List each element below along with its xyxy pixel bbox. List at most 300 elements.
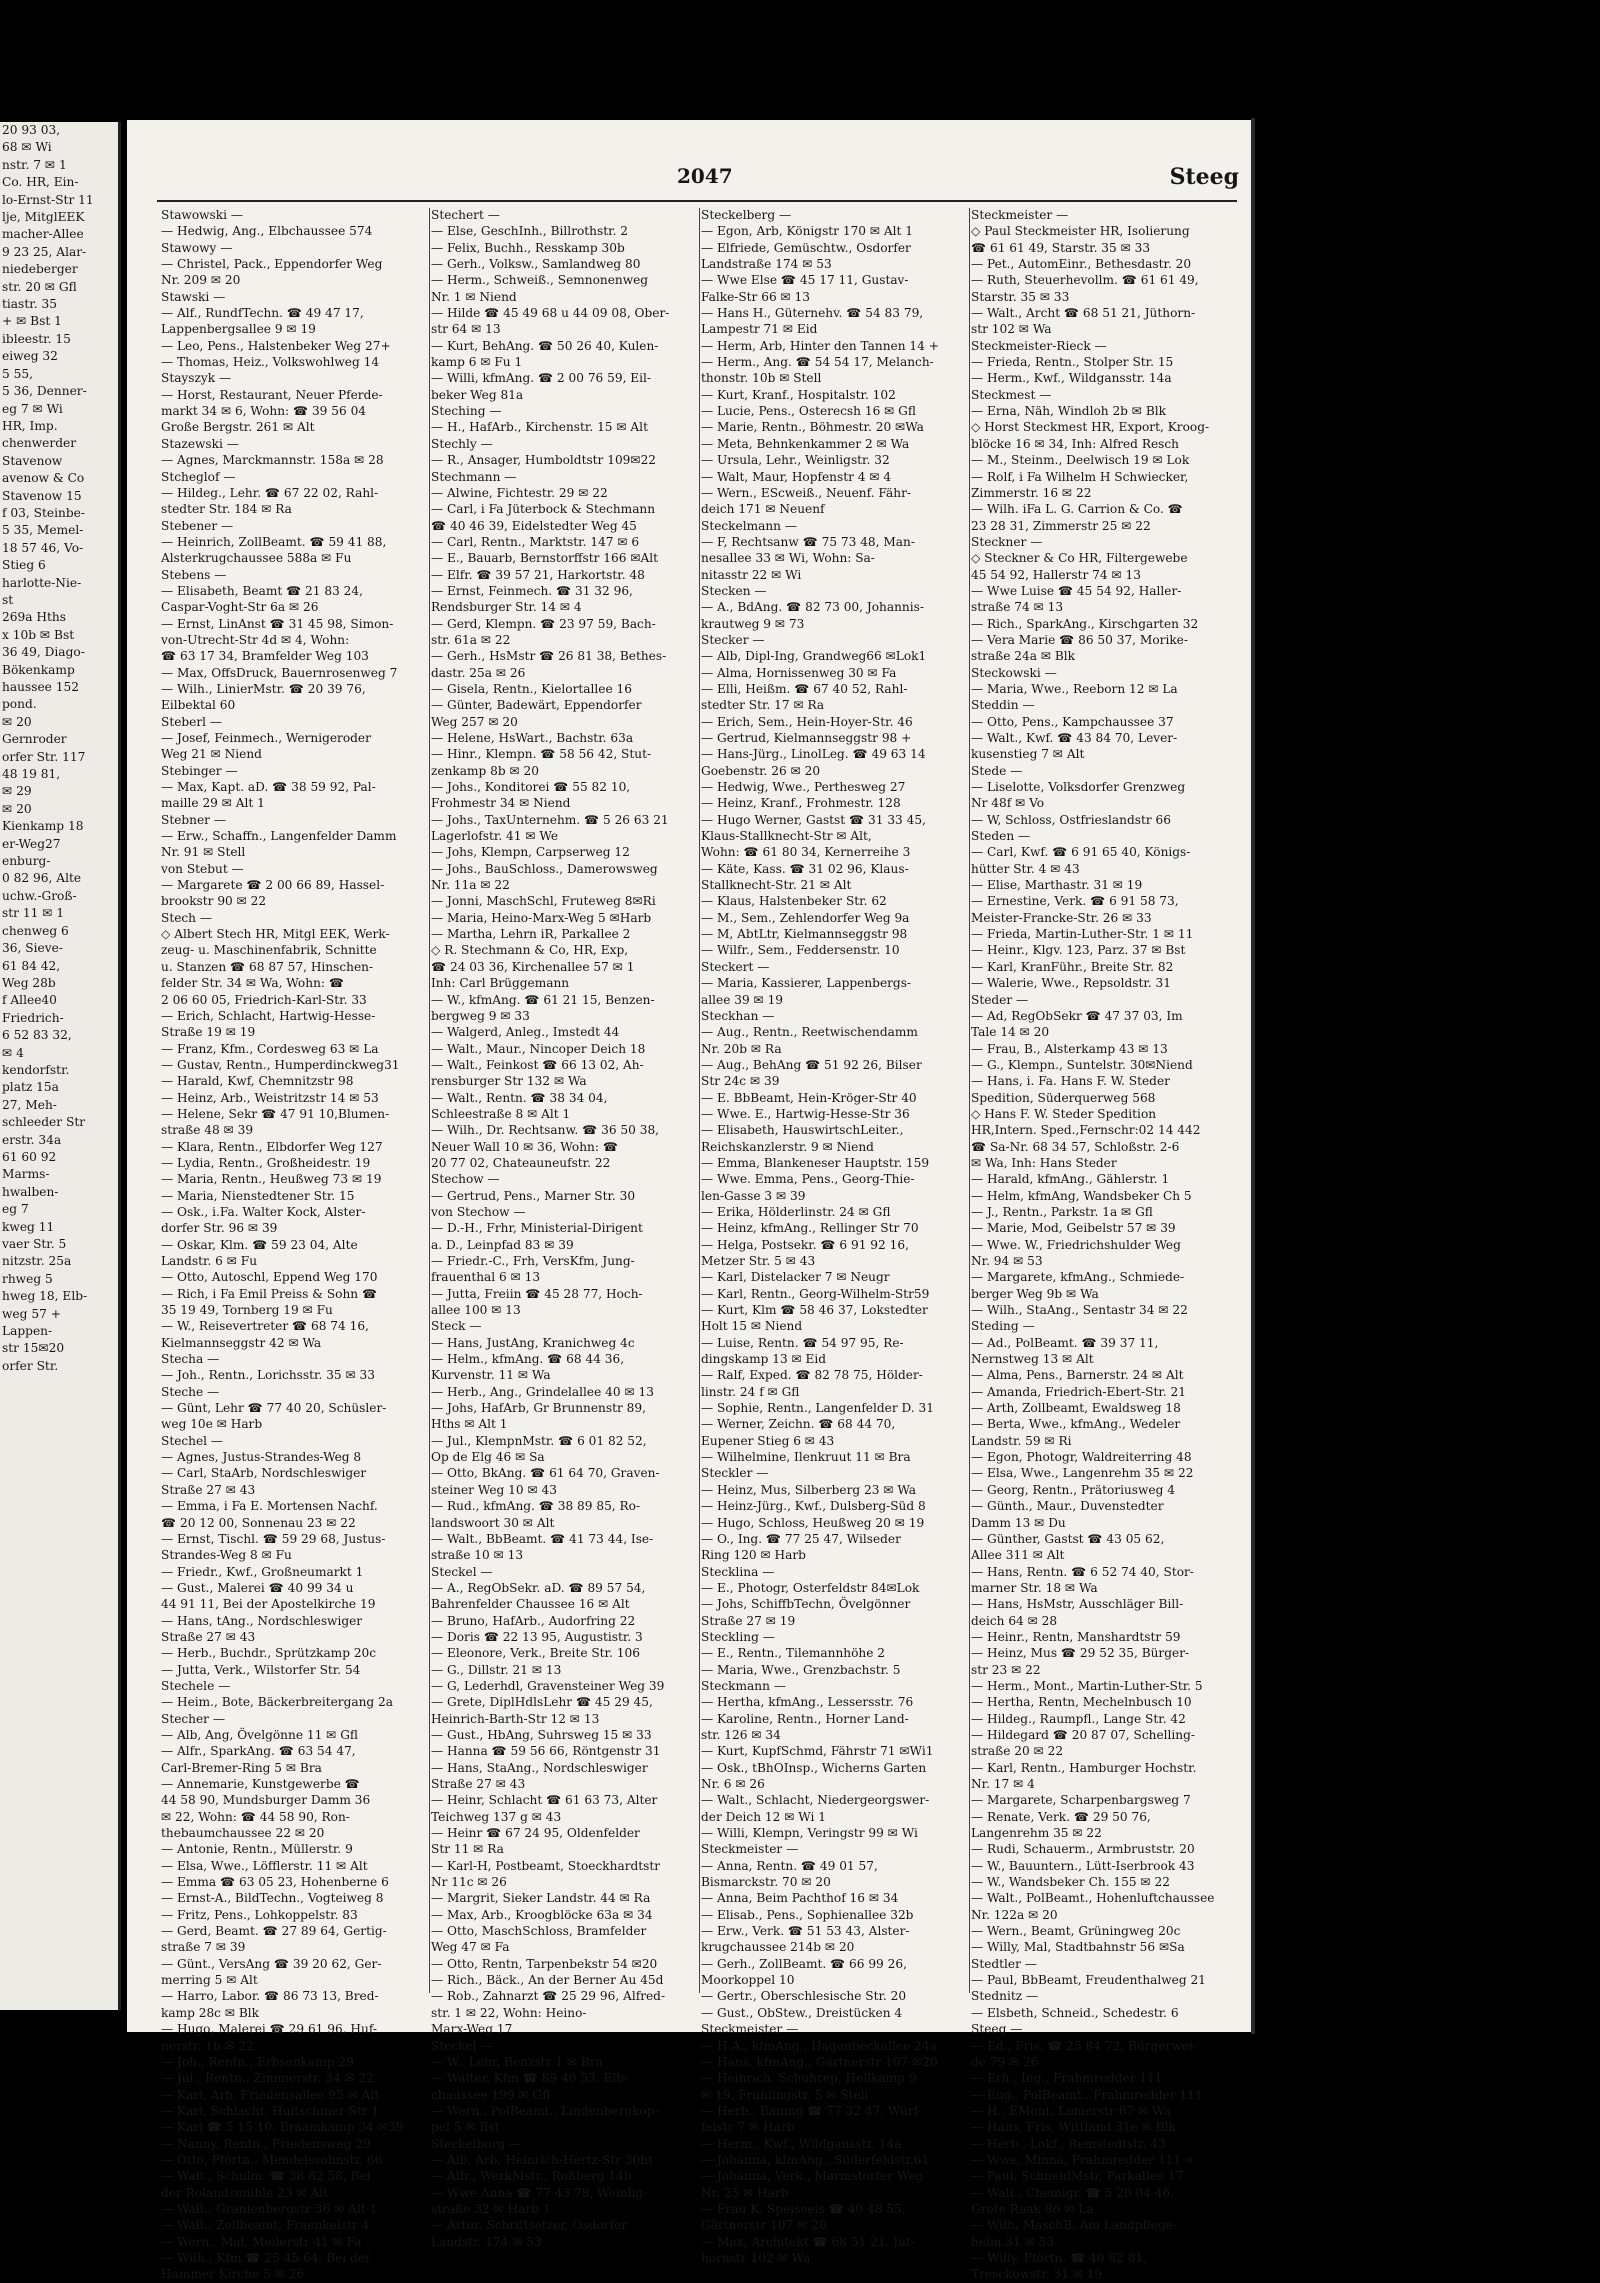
directory-entry-line: — Wwe Else ☎ 45 17 11, Gustav-	[701, 273, 909, 288]
directory-entry-line: — Alfr., SparkAng. ☎ 63 54 47,	[161, 1744, 356, 1759]
facing-page-text-fragment: macher-Allee	[2, 227, 84, 242]
directory-entry-line: — Johs, SchiffbTechn, Övelgönner	[701, 1597, 911, 1612]
directory-entry-line: — Hans, tAng., Nordschleswiger	[161, 1613, 363, 1628]
directory-entry-line: krugchaussee 214b ✉ 20	[701, 1940, 855, 1955]
directory-entry-line: Nr. 11a ✉ 22	[431, 878, 510, 893]
directory-entry-line: — Willi, kfmAng. ☎ 2 00 76 59, Eil-	[431, 371, 652, 386]
facing-page-text-fragment: kendorfstr.	[2, 1062, 70, 1077]
directory-entry-line: — Maria, Heino-Marx-Weg 5 ✉Harb	[431, 910, 652, 925]
directory-entry-line: — Rob., Zahnarzt ☎ 25 29 96, Alfred-	[431, 1989, 666, 2004]
directory-entry-line: — Agnes, Marckmannstr. 158a ✉ 28	[161, 453, 384, 468]
directory-entry-line: str. 61a ✉ 22	[431, 632, 511, 647]
directory-entry-line: allee 39 ✉ 19	[701, 992, 784, 1007]
directory-entry-line: — Maria, Wwe., Grenzbachstr. 5	[701, 1662, 901, 1677]
directory-entry-line: Rendsburger Str. 14 ✉ 4	[431, 600, 582, 615]
directory-entry-line: — Margarete, kfmAng., Schmiede-	[971, 1270, 1185, 1285]
directory-entry-line: — Johs, HafArb, Gr Brunnenstr 89,	[431, 1401, 646, 1416]
directory-entry-line: — Herm., Kwf., Wildgansstr. 14a	[971, 371, 1172, 386]
directory-entry-line: — Rich., Bäck., An der Berner Au 45d	[431, 1973, 664, 1988]
directory-entry-line: — O., Ing. ☎ 77 25 47, Wilseder	[701, 1531, 901, 1546]
directory-entry-line: — Heinz, Mus ☎ 29 52 35, Bürger-	[971, 1646, 1190, 1661]
directory-entry-line: u. Stanzen ☎ 68 87 57, Hinschen-	[161, 959, 374, 974]
directory-entry-line: thebaumchaussee 22 ✉ 20	[161, 1826, 325, 1841]
directory-entry-line: — Otto, MaschSchloss, Bramfelder	[431, 1924, 647, 1939]
directory-entry-line: von-Utrecht-Str 4d ✉ 4, Wohn:	[161, 632, 350, 647]
directory-entry-line: — Walerie, Wwe., Repsoldstr. 31	[971, 976, 1171, 991]
directory-entry-line: — Anna, Rentn. ☎ 49 01 57,	[701, 1858, 878, 1873]
directory-entry-line: — Walt., Feinkost ☎ 66 13 02, Ah-	[431, 1057, 644, 1072]
directory-entry-line: Landstr. 59 ✉ Ri	[971, 1433, 1072, 1448]
facing-page-text-fragment: ✉ 4	[2, 1045, 24, 1060]
directory-entry-line: — Egon, Photogr, Waldreiterring 48	[971, 1450, 1192, 1465]
directory-entry-line: — Wwe Anna ☎ 77 43 78, Weinlig-	[431, 2185, 648, 2200]
directory-entry-line: — Christel, Pack., Eppendorfer Weg	[161, 257, 383, 272]
directory-entry-line: Steckner —	[971, 534, 1043, 549]
directory-entry-line: Nr. 20b ✉ Ra	[701, 1041, 782, 1056]
directory-entry-line: Steckmeister —	[971, 208, 1069, 222]
header-rule	[157, 200, 1237, 202]
directory-entry-line: Inh: Carl Brüggemann	[431, 976, 570, 991]
directory-entry-line: — Wwe. W., Friedrichshulder Weg	[971, 1237, 1181, 1252]
directory-entry-line: — Friedr., Kwf., Großneumarkt 1	[161, 1564, 364, 1579]
directory-entry-line: — Ernestine, Verk. ☎ 6 91 58 73,	[971, 894, 1179, 909]
facing-page-text-fragment: Stavenow 15	[2, 488, 82, 503]
directory-entry-line: — H., EMont, Lomerstr 67 ✉ Wa	[971, 2103, 1171, 2118]
directory-entry-line: — Alf., RundfTechn. ☎ 49 47 17,	[161, 306, 364, 321]
directory-entry-line: Steberl —	[161, 714, 223, 729]
directory-entry-line: — Elfr. ☎ 39 57 21, Harkortstr. 48	[431, 567, 645, 582]
directory-entry-line: — Karl, Arb, Friedensallee 95 ✉ Alt	[161, 2087, 380, 2102]
directory-entry-line: Holt 15 ✉ Niend	[701, 1319, 803, 1334]
facing-page-text-fragment: orfer Str. 117	[2, 749, 86, 764]
directory-entry-line: Nr. 17 ✉ 4	[971, 1777, 1035, 1791]
directory-entry-line: — Elise, Marthastr. 31 ✉ 19	[971, 878, 1143, 893]
directory-entry-line: — Ed., Fris. ☎ 25 84 72, Bürgerwei-	[971, 2038, 1197, 2053]
directory-entry-line: — Elisab., Pens., Sophienallee 32b	[701, 1907, 914, 1922]
facing-page-text-fragment: Co. HR, Ein-	[2, 175, 79, 190]
directory-entry-line: — Johs., TaxUnternehm. ☎ 5 26 63 21	[431, 812, 669, 827]
directory-entry-line: Straße 27 ✉ 43	[431, 1777, 526, 1791]
directory-entry-line: Stechmann —	[431, 469, 517, 484]
directory-entry-line: stedter Str. 17 ✉ Ra	[701, 698, 825, 713]
directory-entry-line: — Horst, Restaurant, Neuer Pferde-	[161, 387, 383, 402]
directory-entry-line: — Hedwig, Wwe., Perthesweg 27	[701, 780, 906, 795]
directory-entry-line: Stednitz —	[971, 1989, 1039, 2004]
facing-page-text-fragment: lo-Ernst-Str 11	[2, 192, 94, 207]
directory-entry-line: Landstraße 174 ✉ 53	[701, 257, 832, 272]
directory-entry-line: Marx-Weg 17	[431, 2022, 513, 2037]
directory-entry-line: — Paul, SchneidMstr, Parkallee 17	[971, 2169, 1184, 2184]
directory-entry-line: — Hertha, Rentn, Mechelnbusch 10	[971, 1695, 1192, 1710]
directory-entry-line: — Frieda, Rentn., Stolper Str. 15	[971, 355, 1174, 370]
directory-entry-line: — Karl, KranFühr., Breite Str. 82	[971, 959, 1174, 974]
directory-entry-line: — Werner, Zeichn. ☎ 68 44 70,	[701, 1417, 896, 1432]
directory-entry-line: — Emma, Blankeneser Hauptstr. 159	[701, 1155, 930, 1170]
directory-entry-line: HR,Intern. Sped.,Fernschr:02 14 442	[971, 1123, 1201, 1138]
directory-entry-line: — Ruth, Steuerhevollm. ☎ 61 61 49,	[971, 273, 1199, 288]
directory-entry-line: — Hans, StaAng., Nordschleswiger	[431, 1760, 648, 1775]
directory-entry-line: — Alma, Pens., Barnerstr. 24 ✉ Alt	[971, 1368, 1184, 1383]
directory-entry-line: 45 54 92, Hallerstr 74 ✉ 13	[971, 567, 1141, 582]
directory-entry-line: deich 64 ✉ 28	[971, 1613, 1058, 1628]
directory-entry-line: — Gerd, Klempn. ☎ 23 97 59, Bach-	[431, 616, 656, 631]
directory-entry-line: Frohmestr 34 ✉ Niend	[431, 796, 571, 811]
directory-entry-line: Eupener Stieg 6 ✉ 43	[701, 1433, 835, 1448]
directory-entry-line: ✉ 19, Frühlingstr. 5 ✉ Stell	[701, 2087, 869, 2102]
directory-entry-line: — Klara, Rentn., Elbdorfer Weg 127	[161, 1139, 383, 1154]
directory-entry-line: Weg 257 ✉ 20	[431, 714, 518, 729]
directory-entry-line: — Gust., Malerei ☎ 40 99 34 u	[161, 1580, 354, 1595]
directory-entry-line: — Johanna, kfmAng., Süderfeldstr.61	[701, 2152, 930, 2167]
directory-entry-line: — Gerd, Beamt. ☎ 27 89 64, Gertig-	[161, 1924, 387, 1939]
directory-entry-line: — W., Reisevertreter ☎ 68 74 16,	[161, 1319, 369, 1334]
directory-column-4	[971, 207, 1239, 2282]
directory-entry-line: — Johs., Konditorei ☎ 55 82 10,	[431, 780, 631, 795]
directory-entry-line: — Hinr., Klempn. ☎ 58 56 42, Stut-	[431, 747, 652, 762]
directory-entry-line: — Aug., Rentn., Reetwischendamm	[701, 1025, 918, 1040]
directory-entry-line: rensburger Str 132 ✉ Wa	[431, 1074, 587, 1089]
directory-entry-line: — Jul., KlempnMstr. ☎ 6 01 82 52,	[431, 1433, 647, 1448]
directory-entry-line: Metzer Str. 5 ✉ 43	[701, 1254, 816, 1268]
directory-entry-line: — Walt., Schulm. ☎ 38 82 58, Bei	[161, 2169, 371, 2184]
directory-entry-line: — Rich., SparkAng., Kirschgarten 32	[971, 616, 1199, 631]
directory-entry-line: — Josef, Feinmech., Wernigeroder	[161, 731, 371, 745]
facing-page-text-fragment: ✉ 29	[2, 784, 32, 799]
directory-entry-line: Stecken —	[701, 583, 767, 598]
directory-entry-line: — Helene, Sekr ☎ 47 91 10,Blumen-	[161, 1106, 390, 1121]
directory-entry-line: allee 100 ✉ 13	[431, 1303, 521, 1318]
facing-page-text-fragment: HR, Imp.	[2, 418, 58, 433]
directory-entry-line: Stecher —	[161, 1711, 225, 1726]
directory-entry-line: Steding —	[971, 1319, 1035, 1334]
directory-entry-line: ✉ Wa, Inh: Hans Steder	[971, 1155, 1117, 1170]
directory-entry-line: str 23 ✉ 22	[971, 1662, 1041, 1677]
facing-page-text-fragment: 0 82 96, Alte	[2, 871, 82, 886]
directory-entry-line: — Heinz, Arb., Weistritzstr 14 ✉ 53	[161, 1090, 379, 1105]
directory-entry-line: — Jutta, Freiin ☎ 45 28 77, Hoch-	[431, 1286, 643, 1301]
directory-entry-line: — Gust., HbAng, Suhrsweg 15 ✉ 33	[431, 1727, 652, 1742]
directory-entry-line: — Hans-Jürg., LinolLeg. ☎ 49 63 14	[701, 747, 926, 762]
directory-entry-line: — E. BbBeamt, Hein-Kröger-Str 40	[701, 1090, 917, 1105]
facing-page-fragment	[0, 122, 121, 2010]
directory-entry-line: a. D., Leinpfad 83 ✉ 39	[431, 1237, 574, 1252]
directory-entry-line: — Walt., BbBeamt. ☎ 41 73 44, Ise-	[431, 1531, 654, 1546]
directory-entry-line: Steckmann —	[701, 1678, 786, 1693]
directory-entry-line: frauenthal 6 ✉ 13	[431, 1270, 541, 1285]
facing-page-text-fragment: st	[2, 592, 14, 607]
directory-entry-line: — Wwe. Emma, Pens., Georg-Thie-	[701, 1172, 915, 1187]
facing-page-text-fragment: ✉ 20	[2, 714, 32, 729]
directory-entry-line: kamp 6 ✉ Fu 1	[431, 355, 523, 370]
directory-entry-line: — Herb., Lokf., Remstedtstr. 43	[971, 2136, 1166, 2151]
directory-entry-line: — Elsbeth, Schneid., Schedestr. 6	[971, 2005, 1179, 2020]
directory-entry-line: Stech —	[161, 910, 212, 925]
directory-entry-line: Spedition, Süderquerweg 568	[971, 1090, 1156, 1105]
directory-entry-line: blöcke 16 ✉ 34, Inh: Alfred Resch	[971, 436, 1179, 451]
directory-entry-line: — Otto, Rentn, Tarpenbekstr 54 ✉20	[431, 1956, 658, 1971]
directory-entry-line: — Heinz, Kranf., Frohmestr. 128	[701, 796, 901, 811]
directory-entry-line: — Renate, Verk. ☎ 29 50 76,	[971, 1809, 1151, 1824]
directory-entry-line: — Frieda, Martin-Luther-Str. 1 ✉ 11	[971, 927, 1194, 942]
facing-page-text-fragment: Bökenkamp	[2, 662, 75, 677]
directory-entry-line: ☎ 24 03 36, Kirchenallee 57 ✉ 1	[431, 959, 635, 974]
directory-entry-line: — Maria, Wwe., Reeborn 12 ✉ La	[971, 681, 1178, 696]
directory-entry-line: Falke-Str 66 ✉ 13	[701, 289, 811, 304]
facing-page-text-fragment: Lappen-	[2, 1324, 53, 1339]
directory-entry-line: — Walt., Kwf. ☎ 43 84 70, Lever-	[971, 731, 1178, 745]
directory-entry-line: — Hanna ☎ 59 56 66, Röntgenstr 31	[431, 1744, 661, 1759]
directory-entry-line: — Osk., i.Fa. Walter Kock, Alster-	[161, 1204, 366, 1219]
directory-entry-line: Steckling —	[701, 1629, 775, 1644]
directory-entry-line: Stawowski —	[161, 208, 243, 222]
directory-entry-line: — Johanna, Verk., Marmstorfer Weg	[701, 2169, 924, 2184]
directory-entry-line: 20 77 02, Chateauneufstr. 22	[431, 1155, 611, 1170]
directory-entry-line: Steckert —	[701, 959, 770, 974]
directory-entry-line: 44 58 90, Mundsburger Damm 36	[161, 1793, 371, 1808]
directory-entry-line: — Alwine, Fichtestr. 29 ✉ 22	[431, 485, 608, 500]
directory-entry-line: Stawski —	[161, 289, 226, 304]
facing-page-text-fragment: Kienkamp 18	[2, 819, 84, 834]
directory-entry-line: — Helene, HsWart., Bachstr. 63a	[431, 731, 634, 745]
directory-entry-line: — Rolf, i Fa Wilhelm H Schwiecker,	[971, 469, 1189, 484]
facing-page-text-fragment: niedeberger	[2, 262, 78, 277]
directory-entry-line: nerstr. 1b ✉ 22	[161, 2038, 254, 2053]
facing-page-text-fragment: Marms-	[2, 1167, 50, 1182]
directory-entry-line: — Willi, Klempn, Veringstr 99 ✉ Wi	[701, 1826, 918, 1841]
directory-entry-line: — Hugo Werner, Gastst ☎ 31 33 45,	[701, 812, 926, 827]
directory-entry-line: Zimmerstr. 16 ✉ 22	[971, 485, 1092, 500]
directory-entry-line: — Kurt, KupfSchmd, Fährstr 71 ✉Wi1	[701, 1744, 934, 1759]
directory-entry-line: Steckelmann —	[701, 518, 797, 533]
directory-entry-line: — Kurt, Klm ☎ 58 46 37, Lokstedter	[701, 1303, 928, 1318]
directory-entry-line: Stebener —	[161, 518, 234, 533]
directory-entry-line: — Nanny, Rentn., Friedensweg 29	[161, 2136, 371, 2151]
directory-entry-line: — Herb., Bauing ☎ 77 32 47, Würf-	[701, 2103, 922, 2118]
directory-entry-line: — Walt., Schlacht, Niedergeorgswer-	[701, 1793, 930, 1808]
directory-entry-line: von Stebut —	[161, 861, 244, 876]
directory-entry-line: — Eleonore, Verk., Breite Str. 106	[431, 1646, 640, 1661]
directory-entry-line: — Herm., Ang. ☎ 54 54 17, Melanch-	[701, 355, 934, 370]
facing-page-text-fragment: str 11 ✉ 1	[2, 906, 65, 921]
directory-entry-line: — Berta, Wwe., kfmAng., Wedeler	[971, 1417, 1181, 1432]
directory-entry-line: — Hildeg., Lehr. ☎ 67 22 02, Rahl-	[161, 485, 379, 500]
facing-page-text-fragment: 18 57 46, Vo-	[2, 540, 84, 555]
directory-entry-line: — Alb, Arb, Heinrich-Hertz-Str 30ht	[431, 2152, 654, 2167]
directory-entry-line: — Walt., Chemigr. ☎ 5 20 04 46,	[971, 2185, 1175, 2200]
facing-page-text-fragment: schleeder Str	[2, 1115, 86, 1130]
directory-entry-line: ◇ R. Stechmann & Co, HR, Exp,	[431, 943, 629, 958]
directory-columns	[161, 207, 1247, 2282]
directory-entry-line: felder Str. 34 ✉ Wa, Wohn: ☎	[161, 976, 344, 991]
directory-entry-line: — Rich, i Fa Emil Preiss & Sohn ☎	[161, 1286, 378, 1301]
directory-entry-line: — Gust., ObStew., Dreistücken 4	[701, 2005, 903, 2020]
directory-entry-line: Alsterkrugchaussee 588a ✉ Fu	[161, 551, 352, 566]
directory-entry-line: — Walt., Rentn. ☎ 38 34 04,	[431, 1090, 608, 1105]
directory-entry-line: str 102 ✉ Wa	[971, 322, 1052, 337]
directory-entry-line: — Willy, Mal, Stadtbahnstr 56 ✉Sa	[971, 1940, 1185, 1955]
directory-entry-line: — W., Lehr, Benzstr 1 ✉ Bra	[431, 2054, 603, 2069]
directory-entry-line: len-Gasse 3 ✉ 39	[701, 1188, 806, 1203]
directory-entry-line: Lampestr 71 ✉ Eid	[701, 322, 818, 337]
directory-entry-line: Neuer Wall 10 ✉ 36, Wohn: ☎	[431, 1139, 618, 1154]
directory-entry-line: — Herb., Buchdr., Sprützkamp 20c	[161, 1646, 377, 1661]
facing-page-text-fragment: pond.	[2, 697, 37, 712]
directory-entry-line: — Johs., BauSchloss., Damerowsweg	[431, 861, 658, 876]
directory-entry-line: ◇ Horst Steckmest HR, Export, Kroog-	[971, 420, 1210, 435]
directory-entry-line: Nr. 94 ✉ 53	[971, 1254, 1043, 1268]
directory-entry-line: — Hilde ☎ 45 49 68 u 44 09 08, Ober-	[431, 306, 670, 321]
directory-entry-line: Reichskanzlerstr. 9 ✉ Niend	[701, 1139, 874, 1154]
facing-page-text-fragment: haussee 152	[2, 680, 80, 694]
directory-entry-line: Carl-Bremer-Ring 5 ✉ Bra	[161, 1760, 322, 1775]
directory-entry-line: deich 171 ✉ Neuenf	[701, 502, 825, 517]
directory-entry-line: Weg 47 ✉ Fa	[431, 1940, 510, 1955]
directory-entry-line: straße 24a ✉ Blk	[971, 649, 1076, 664]
directory-entry-line: — Otto, Pens., Kampchaussee 37	[971, 714, 1174, 729]
directory-entry-line: pel 5 ✉ Bst	[431, 2120, 500, 2135]
directory-entry-line: — Wilh., LinierMstr. ☎ 20 39 76,	[161, 681, 366, 696]
directory-entry-line: — Heinrich, Schuhrep, Hellkamp 9	[701, 2071, 917, 2086]
facing-page-text-fragment: 9 23 25, Alar-	[2, 244, 87, 259]
directory-entry-line: — Max, OffsDruck, Bauernrosenweg 7	[161, 665, 398, 680]
directory-entry-line: — Margrit, Sieker Landstr. 44 ✉ Ra	[431, 1891, 651, 1906]
directory-entry-line: — Käte, Kass. ☎ 31 02 96, Klaus-	[701, 861, 909, 876]
directory-entry-line: dorfer Str. 96 ✉ 39	[161, 1221, 278, 1236]
directory-entry-line: — Alb, Ang, Övelgönne 11 ✉ Gfl	[161, 1727, 358, 1742]
facing-page-text-fragment: tiastr. 35	[2, 297, 57, 312]
directory-entry-line: Nr. 91 ✉ Stell	[161, 845, 246, 860]
directory-entry-line: Stebinger —	[161, 763, 238, 778]
directory-entry-line: — Walt., Granienbergstr 36 ✉ Alt 1	[161, 2201, 378, 2216]
directory-entry-line: Eilbektal 60	[161, 698, 236, 713]
directory-entry-line: 2 06 60 05, Friedrich-Karl-Str. 33	[161, 992, 367, 1007]
directory-entry-line: Str 11 ✉ Ra	[431, 1842, 504, 1857]
directory-entry-line: — Walt, Maur, Hopfenstr 4 ✉ 4	[701, 469, 892, 484]
directory-entry-line: — Emma ☎ 63 05 23, Hohenberne 6	[161, 1875, 389, 1890]
directory-entry-line: ☎ 61 61 49, Starstr. 35 ✉ 33	[971, 240, 1151, 255]
directory-entry-line: ◇ Paul Steckmeister HR, Isolierung	[971, 224, 1190, 239]
directory-entry-line: — Meta, Behnkenkammer 2 ✉ Wa	[701, 436, 910, 451]
directory-entry-line: — Hans H., Güternehv. ☎ 54 83 79,	[701, 306, 924, 321]
directory-entry-line: — Harald, Kwf, Chemnitzstr 98	[161, 1074, 354, 1089]
directory-entry-line: Lagerlofstr. 41 ✉ We	[431, 829, 559, 844]
facing-page-text-fragment: hweg 18, Elb-	[2, 1289, 88, 1304]
directory-entry-line: — Frau K, Speiseeis ☎ 40 48 55,	[701, 2201, 906, 2216]
directory-column-3	[701, 207, 969, 2265]
directory-entry-line: — Walter, Kfm ☎ 89 40 53, Elb-	[431, 2071, 629, 2086]
directory-entry-line: — Rud., kfmAng. ☎ 38 89 85, Ro-	[431, 1499, 641, 1514]
directory-entry-line: Nr. 25 ✉ Harb	[701, 2185, 789, 2200]
facing-page-text-fragment: kweg 11	[2, 1219, 55, 1234]
directory-entry-line: ☎ 40 46 39, Eidelstedter Weg 45	[431, 518, 637, 533]
directory-entry-line: Steching —	[431, 404, 502, 419]
directory-entry-line: — Ernst, LinAnst ☎ 31 45 98, Simon-	[161, 616, 394, 631]
directory-entry-line: — Max, Kapt. aD. ☎ 38 59 92, Pal-	[161, 780, 376, 795]
facing-page-text-fragment: ✉ 20	[2, 801, 32, 816]
directory-entry-line: Steck —	[431, 1319, 482, 1334]
directory-entry-line: Heinrich-Barth-Str 12 ✉ 13	[431, 1711, 600, 1726]
facing-page-text-fragment: str. 20 ✉ Gfl	[2, 279, 77, 294]
directory-entry-line: Nr. 122a ✉ 20	[971, 1907, 1058, 1922]
directory-entry-line: Stechel —	[161, 1433, 224, 1448]
directory-entry-line: — M., Steinm., Deelwisch 19 ✉ Lok	[971, 453, 1190, 468]
directory-entry-line: — Wilhelmine, Ilenkruut 11 ✉ Bra	[701, 1450, 911, 1465]
directory-entry-line: Damm 13 ✉ Du	[971, 1515, 1066, 1530]
directory-entry-line: kusenstieg 7 ✉ Alt	[971, 747, 1085, 762]
facing-page-text-fragment: 27, Meh-	[2, 1097, 57, 1112]
directory-entry-line: Caspar-Voght-Str 6a ✉ 26	[161, 600, 319, 615]
directory-entry-line: — Max, Arb., Kroogblöcke 63a ✉ 34	[431, 1907, 653, 1922]
directory-entry-line: — Wwe, Minna, Frahmredder 111 +	[971, 2152, 1196, 2167]
directory-entry-line: — Jutta, Verk., Wilstorfer Str. 54	[161, 1662, 361, 1677]
directory-entry-line: Stebens —	[161, 567, 227, 582]
directory-entry-line: — Günt., VersAng ☎ 39 20 62, Ger-	[161, 1956, 382, 1971]
directory-entry-line: — Karl, Schlacht, Hultschiner Str 1	[161, 2103, 380, 2118]
directory-entry-line: — Hans, JustAng, Kranichweg 4c	[431, 1335, 635, 1350]
directory-entry-line: — Alfr., WerkMstr., Roßberg 14b	[431, 2169, 632, 2184]
directory-entry-line: — Frau, B., Alsterkamp 43 ✉ 13	[971, 1041, 1168, 1056]
directory-entry-line: — Margarete, Scharpenbargsweg 7	[971, 1793, 1191, 1808]
directory-entry-line: — Hertha, kfmAng., Lessersstr. 76	[701, 1695, 914, 1710]
directory-column-2	[431, 207, 699, 2249]
directory-entry-line: — Wern., Beamt, Grüningweg 20c	[971, 1924, 1181, 1939]
directory-entry-line: Hths ✉ Alt 1	[431, 1417, 508, 1432]
facing-page-text-fragment: 48 19 81,	[2, 767, 61, 782]
directory-entry-line: Straße 27 ✉ 43	[161, 1482, 256, 1497]
directory-entry-line: — Hedwig, Ang., Elbchaussee 574	[161, 224, 373, 239]
directory-entry-line: thonstr. 10b ✉ Stell	[701, 371, 822, 386]
directory-entry-line: straße 32 ✉ Harb 1	[431, 2201, 551, 2216]
directory-entry-line: hütter Str. 4 ✉ 43	[971, 861, 1080, 876]
directory-entry-line: Steddin —	[971, 698, 1035, 713]
facing-page-text-fragment: str 15✉20	[2, 1341, 65, 1356]
directory-entry-line: — Günth., Maur., Duvenstedter	[971, 1499, 1164, 1514]
directory-entry-line: Moorkoppel 10	[701, 1973, 795, 1988]
directory-entry-line: — Herb., Ang., Grindelallee 40 ✉ 13	[431, 1384, 654, 1399]
directory-column-1	[161, 207, 429, 2282]
directory-entry-line: — Gerh., Volksw., Samlandweg 80	[431, 257, 641, 272]
directory-entry-line: 23 28 31, Zimmerstr 25 ✉ 22	[971, 518, 1151, 533]
directory-entry-line: 35 19 49, Tornberg 19 ✉ Fu	[161, 1303, 333, 1318]
directory-entry-line: — Walgerd, Anleg., Imstedt 44	[431, 1025, 620, 1040]
directory-entry-line: — Elisabeth, Beamt ☎ 21 83 24,	[161, 583, 363, 598]
facing-page-text-fragment: x 10b ✉ Bst	[2, 627, 75, 642]
directory-entry-line: — Hans, kfmAng., Gärtnerstr 107 ✉20	[701, 2054, 938, 2069]
directory-entry-line: krautweg 9 ✉ 73	[701, 616, 805, 631]
facing-page-text-fragment: Gernroder	[2, 732, 67, 747]
directory-entry-line: str 64 ✉ 13	[431, 322, 501, 337]
directory-entry-line: — Elsa, Wwe., Löfflerstr. 11 ✉ Alt	[161, 1858, 368, 1873]
directory-entry-line: — Pet., AutomEinr., Bethesdastr. 20	[971, 257, 1192, 272]
directory-entry-line: stedter Str. 184 ✉ Ra	[161, 502, 292, 517]
directory-entry-line: — Martha, Lehrn iR, Parkallee 2	[431, 927, 631, 942]
directory-entry-line: — M., Sem., Zehlendorfer Weg 9a	[701, 910, 910, 925]
directory-entry-line: — Gertrud, Kielmannseggstr 98 +	[701, 731, 912, 745]
directory-entry-line: brookstr 90 ✉ 22	[161, 894, 267, 909]
directory-entry-line: — Heinr, Schlacht ☎ 61 63 73, Alter	[431, 1793, 658, 1808]
directory-entry-line: — Karl, Distelacker 7 ✉ Neugr	[701, 1270, 890, 1285]
directory-entry-line: Goebenstr. 26 ✉ 20	[701, 763, 821, 778]
directory-entry-line: — Karl-H, Postbeamt, Stoeckhardtstr	[431, 1858, 661, 1873]
directory-entry-line: Stayszyk —	[161, 371, 232, 386]
facing-page-text-fragment: 61 84 42,	[2, 958, 61, 973]
directory-entry-line: — Doris ☎ 22 13 95, Augustistr. 3	[431, 1629, 643, 1644]
directory-entry-line: Tresckowstr. 31 ✉ 19	[971, 2267, 1103, 2282]
directory-entry-line: — Alb, Dipl-Ing, Grandweg66 ✉Lok1	[701, 649, 927, 664]
facing-page-text-fragment: Weg 28b	[2, 975, 56, 990]
facing-page-text-fragment: 61 60 92	[2, 1149, 57, 1164]
directory-entry-line: dastr. 25a ✉ 26	[431, 665, 526, 680]
